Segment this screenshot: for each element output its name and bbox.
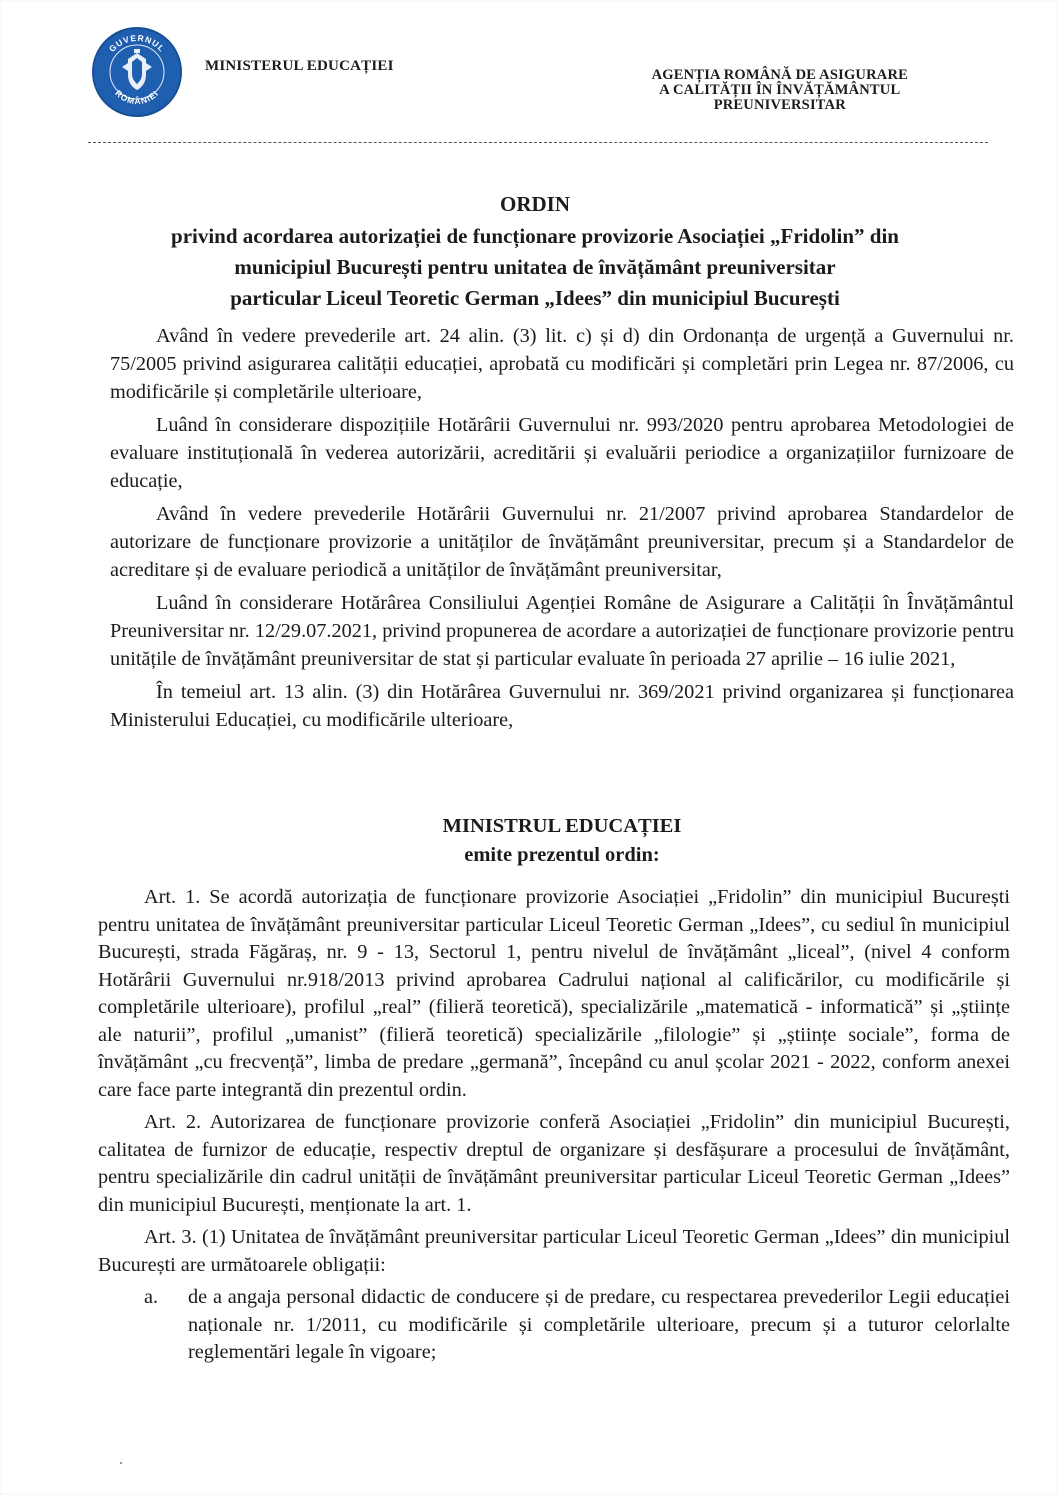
document-title	[120, 192, 950, 314]
preamble-paragraph: Luând în considerare Hotărârea Consiliului Agenției Române de Asigurare a Calității în Învățământul Preuniversitar nr. 12/29.07.2021, privind propunerea de acordare a autorizației de funcționare provizorie pentru unitățile de învățământ preuniversitar de stat și particular evaluate în perioada 27 aprilie – 16 iulie 2021,	[110, 592, 1014, 670]
articles	[98, 884, 1010, 1367]
list-item-text: de a angaja personal didactic de conducere și de predare, cu respectarea prevederilor Legii educației naționale nr. 1/2011, cu modificările și completările ulterioare, precum și a tuturor celorlalte reglementări legale în vigoare;	[188, 1286, 1010, 1363]
article-1: Art. 1. Se acordă autorizația de funcționare provizorie Asociației „Fridolin” din municipiul București pentru unitatea de învățământ preuniversitar particular Liceul Teoretic German „Idees”, cu sediul în municipiul București, strada Făgăraș, nr. 9 - 13, Sectorul 1, pentru nivelul de învățământ „liceal”, (nivel 4 conform Hotărârii Guvernului nr.918/2013 privind aprobarea Cadrului național al calificărilor, cu modificările și completările ulterioare), profilul „real” (filieră teoretică), specializările „matematică - informatică” și „științe ale naturii”, profilul „umanist” (filieră teoretică) specializările „filologie” și „științe sociale”, forma de învățământ „cu frecvență”, limba de predare „germană”, începând cu anul școlar 2021 - 2022, conform anexei care face parte integrantă din prezentul ordin.	[98, 886, 1010, 1101]
preamble-paragraph: Având în vedere prevederile art. 24 alin. (3) lit. c) și d) din Ordonanța de urgență a Guvernului nr. 75/2005 privind asigurarea calității educației, aprobată cu modificări și completări prin Legea nr. 87/2006, cu modificările și completările ulterioare,	[110, 325, 1014, 403]
title-line: particular Liceul Teoretic German „Idees” din municipiul București	[230, 286, 840, 310]
agency-line: PREUNIVERSITAR	[713, 97, 846, 113]
list-item-letter: a.	[144, 1286, 159, 1308]
document-heading: ORDIN	[499, 192, 570, 216]
letterhead	[0, 0, 1058, 160]
svg-text:GUVERNUL: GUVERNUL	[106, 32, 168, 55]
title-line: privind acordarea autorizației de funcționare provizorie Asociației „Fridolin” din	[171, 224, 899, 248]
preamble-paragraph: Având în vedere prevederile Hotărârii Guvernului nr. 21/2007 privind aprobarea Standardelor de autorizare de funcționare provizorie a unităților de învățământ preuniversitar, precum și a Standardelor de acreditare și de evaluare periodică a unităților de învățământ preuniversitar,	[110, 503, 1014, 581]
ministry-name: MINISTERUL EDUCAȚIEI	[205, 58, 394, 74]
issuer-subtitle: emite prezentul ordin:	[464, 844, 660, 866]
article-3: Art. 3. (1) Unitatea de învățământ preuniversitar particular Liceul Teoretic German „Idees” din municipiul București are următoarele obligații:	[98, 1226, 1010, 1276]
article-2: Art. 2. Autorizarea de funcționare provizorie conferă Asociației „Fridolin” din municipiul București, calitatea de furnizor de educație, respectiv dreptul de organizare și desfășurare a procesului de învățământ, pentru specializările din cadrul unității de învățământ preuniversitar particular Liceul Teoretic German „Idees” din municipiul București, menționate la art. 1.	[98, 1111, 1010, 1216]
issuer-heading	[110, 812, 1014, 870]
agency-name	[652, 68, 908, 113]
government-seal	[92, 27, 182, 117]
scan-speck	[120, 1462, 122, 1464]
issuer-title: MINISTRUL EDUCAȚIEI	[442, 815, 682, 837]
list-item	[98, 1284, 1010, 1367]
title-line: municipiul București pentru unitatea de învățământ preuniversitar	[234, 255, 836, 279]
preamble-paragraph: În temeiul art. 13 alin. (3) din Hotărârea Guvernului nr. 369/2021 privind organizarea și funcționarea Ministerului Educației, cu modificările ulterioare,	[110, 681, 1014, 731]
agency-line: AGENȚIA ROMÂNĂ DE ASIGURARE	[651, 67, 908, 83]
preamble-paragraph: Luând în considerare dispozițiile Hotărârii Guvernului nr. 993/2020 pentru aprobarea Metodologiei de evaluare instituțională în vederea autorizării, acreditării și evaluării periodice a organizațiilor furnizoare de educație,	[110, 414, 1014, 492]
preamble	[110, 322, 1014, 739]
coat-of-arms-icon	[94, 29, 180, 115]
header-divider	[88, 142, 988, 143]
agency-line: A CALITĂȚII ÎN ÎNVĂȚĂMÂNTUL	[659, 82, 901, 98]
svg-text:ROMÂNIEI: ROMÂNIEI	[113, 87, 161, 107]
